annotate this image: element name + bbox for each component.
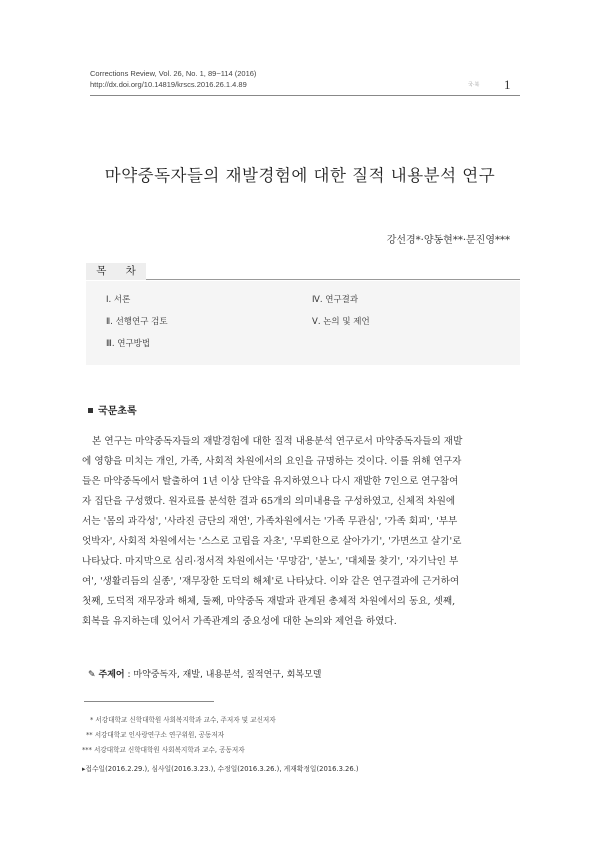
- footnote-author-3: *** 서강대학교 신학대학원 사회복지학과 교수, 공동저자: [82, 746, 245, 754]
- toc-item-results[interactable]: Ⅳ. 연구결과: [312, 295, 359, 305]
- abstract-body: [82, 432, 522, 632]
- keywords-text: 마약중독자, 재발, 내용분석, 질적연구, 회복모델: [133, 670, 322, 680]
- footnote-author-2: ** 서강대학교 인사랑연구소 연구위원, 공동저자: [86, 731, 225, 739]
- pencil-icon: ✎: [88, 670, 96, 680]
- abstract-line: 첫째, 도덕적 재무장과 해체, 둘째, 마약중독 재발과 관계된 총체적 차원에서의 동요, 셋째,: [82, 596, 456, 607]
- abstract-heading-text: 국문초록: [98, 406, 137, 417]
- abstract-line: 자 집단을 구성했다. 원자료를 분석한 결과 65개의 의미내용을 구성하였고, 신체적 차원에: [82, 496, 456, 507]
- toc-item-literature-review[interactable]: Ⅱ. 선행연구 검토: [106, 317, 168, 327]
- abstract-line: 나타났다. 마지막으로 심리·정서적 차원에서는 '무망감', '분노', '대체물 찾기', '자기낙인 부: [82, 556, 459, 567]
- abstract-line: 엇박자', 사회적 차원에서는 '스스로 고립을 자초', '무뢰한으로 살아가기', '가면쓰고 살기'로: [82, 536, 462, 547]
- keywords: [88, 667, 321, 680]
- footnote-author-1: * 서강대학교 신학대학원 사회복지학과 교수, 주저자 및 교신저자: [90, 716, 276, 724]
- header-divider: [90, 95, 520, 96]
- abstract-line: 회복을 유지하는데 있어서 가족관계의 중요성에 대한 논의와 제언을 하였다.: [82, 616, 397, 627]
- submission-dates: ▸접수일(2016.2.29.), 심사일(2016.3.23.), 수정일(2016.3.26.), 게재확정일(2016.3.26.): [82, 765, 359, 773]
- abstract-line: 들은 마약중독에서 탈출하여 1년 이상 단약을 유지하였으나 다시 재발한 7인으로 연구참여: [82, 476, 459, 487]
- toc-divider: [146, 279, 520, 280]
- toc-item-introduction[interactable]: Ⅰ. 서론: [106, 295, 131, 305]
- toc-item-discussion[interactable]: Ⅴ. 논의 및 제언: [312, 317, 370, 327]
- page-mark: 국·북: [468, 82, 480, 88]
- abstract-line: 여', '생활리듬의 실종', '재무장한 도덕의 해체'로 나타났다. 이와 같은 연구결과에 근거하여: [82, 576, 460, 587]
- abstract-line: 서는 '몸의 과각성', '사라진 금단의 재연', 가족차원에서는 '가족 무관심', '가족 회피', '부부: [82, 516, 458, 527]
- footnote-divider: [84, 701, 214, 702]
- keywords-label: 주제어: [98, 670, 125, 680]
- journal-citation: Corrections Review, Vol. 26, No. 1, 89~114 (2016): [90, 69, 257, 78]
- paper-title: 마약중독자들의 재발경험에 대한 질적 내용분석 연구: [104, 166, 496, 185]
- abstract-line: 에 영향을 미치는 개인, 가족, 사회적 차원에서의 요인을 규명하는 것이다. 이를 위해 연구자: [82, 456, 462, 467]
- author-list: 강선경*·양동현**·문진영***: [386, 235, 510, 246]
- toc-box: [86, 281, 520, 365]
- toc-label: 목 차: [86, 263, 146, 280]
- page-number: 1: [504, 77, 511, 92]
- toc-item-methods[interactable]: Ⅲ. 연구방법: [106, 339, 151, 349]
- abstract-line: 본 연구는 마약중독자들의 재발경험에 대한 질적 내용분석 연구로서 마약중독자들의 재발: [92, 436, 463, 447]
- abstract-heading: [88, 402, 137, 417]
- doi-link[interactable]: http://dx.doi.org/10.14819/krscs.2016.26.1.4.89: [90, 80, 247, 89]
- keywords-separator: :: [124, 670, 134, 680]
- journal-header: [90, 68, 530, 90]
- square-bullet-icon: [88, 408, 93, 413]
